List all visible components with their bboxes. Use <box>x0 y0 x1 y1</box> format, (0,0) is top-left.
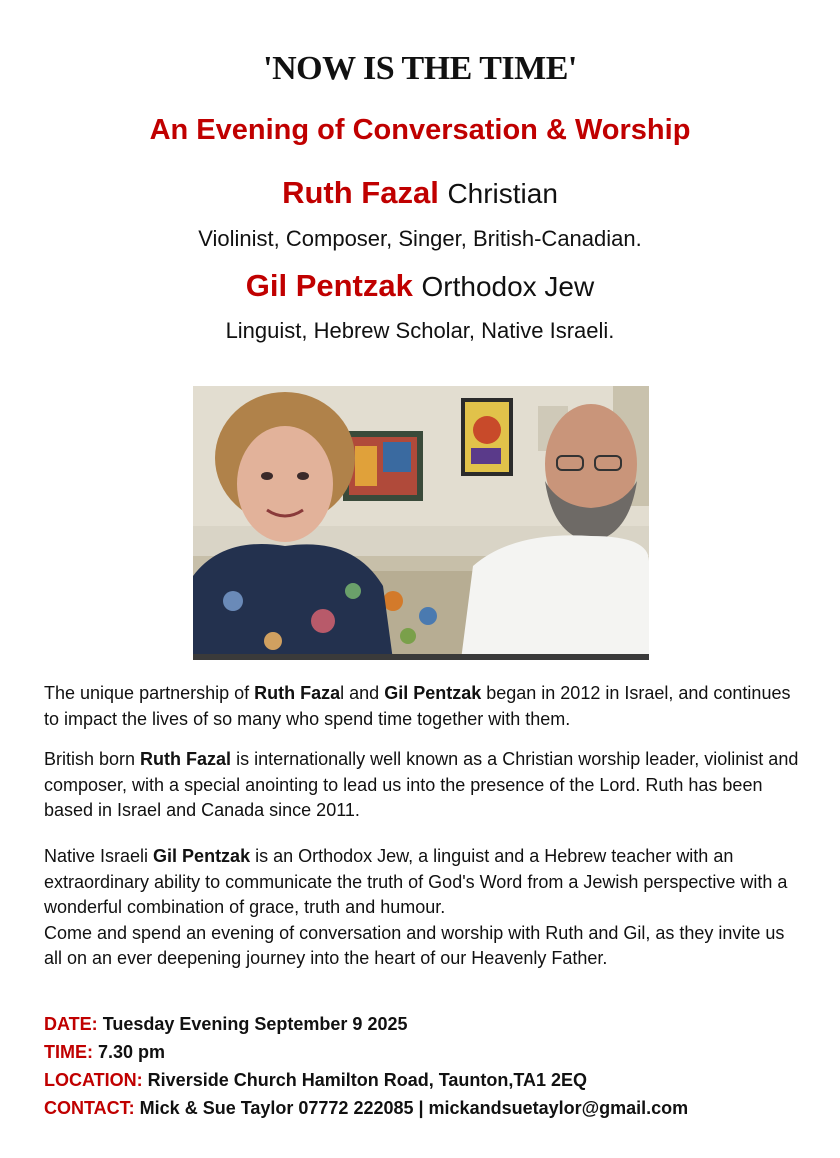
event-location <box>44 1070 587 1091</box>
speaker-name: Gil Pentzak <box>245 268 413 303</box>
speaker-affiliation: Orthodox Jew <box>421 271 595 302</box>
speakers-photo <box>193 386 649 660</box>
location-label: LOCATION: <box>44 1070 143 1090</box>
event-date <box>44 1014 407 1035</box>
event-contact <box>44 1098 688 1119</box>
speaker-gil-description: Linguist, Hebrew Scholar, Native Israeli. <box>225 318 615 343</box>
time-label: TIME: <box>44 1042 93 1062</box>
contact-label: CONTACT: <box>44 1098 135 1118</box>
speaker-gil-heading <box>0 268 840 304</box>
ruth-bio-paragraph: British born Ruth Fazal is internationally well known as a Christian worship leader, violinist and composer, with a special anointing to lead us into the presence of the Lord. Ruth has been based in Israel and Canada since 2011. <box>44 749 799 820</box>
time-value: 7.30 pm <box>98 1042 166 1062</box>
speaker-name: Ruth Fazal <box>282 175 439 210</box>
event-subtitle: An Evening of Conversation & Worship <box>149 114 691 146</box>
intro-paragraph: The unique partnership of Ruth Fazal and Gil Pentzak began in 2012 in Israel, and continues to impact the lives of so many who spend time together with them. <box>44 683 791 729</box>
gil-bio-paragraph: Native Israeli Gil Pentzak is an Orthodox Jew, a linguist and a Hebrew teacher with an extraordinary ability to communicate the truth of God's Word from a Jewish perspective with a wonderful combination of grace, truth and humour. Come and spend an evening of conversation and worship with Ruth and Gil, as they invite us all on an ever deepening journey into the heart of our Heavenly Father. <box>44 846 788 968</box>
event-time <box>44 1042 165 1063</box>
contact-value: Mick & Sue Taylor 07772 222085 | mickandsuetaylor@gmail.com <box>139 1098 689 1118</box>
invitation-text: Come and spend an evening of conversation and worship with Ruth and Gil, as they invite us all on an ever deepening journey into the heart of our Heavenly Father. <box>44 922 785 968</box>
date-label: DATE: <box>44 1014 98 1034</box>
speaker-ruth-heading <box>0 175 840 211</box>
event-title: 'NOW IS THE TIME' <box>263 50 577 87</box>
speaker-ruth-description: Violinist, Composer, Singer, British-Canadian. <box>198 226 642 251</box>
date-value: Tuesday Evening September 9 2025 <box>102 1014 408 1034</box>
location-value: Riverside Church Hamilton Road, Taunton,TA1 2EQ <box>147 1070 588 1090</box>
speaker-affiliation: Christian <box>447 178 558 209</box>
